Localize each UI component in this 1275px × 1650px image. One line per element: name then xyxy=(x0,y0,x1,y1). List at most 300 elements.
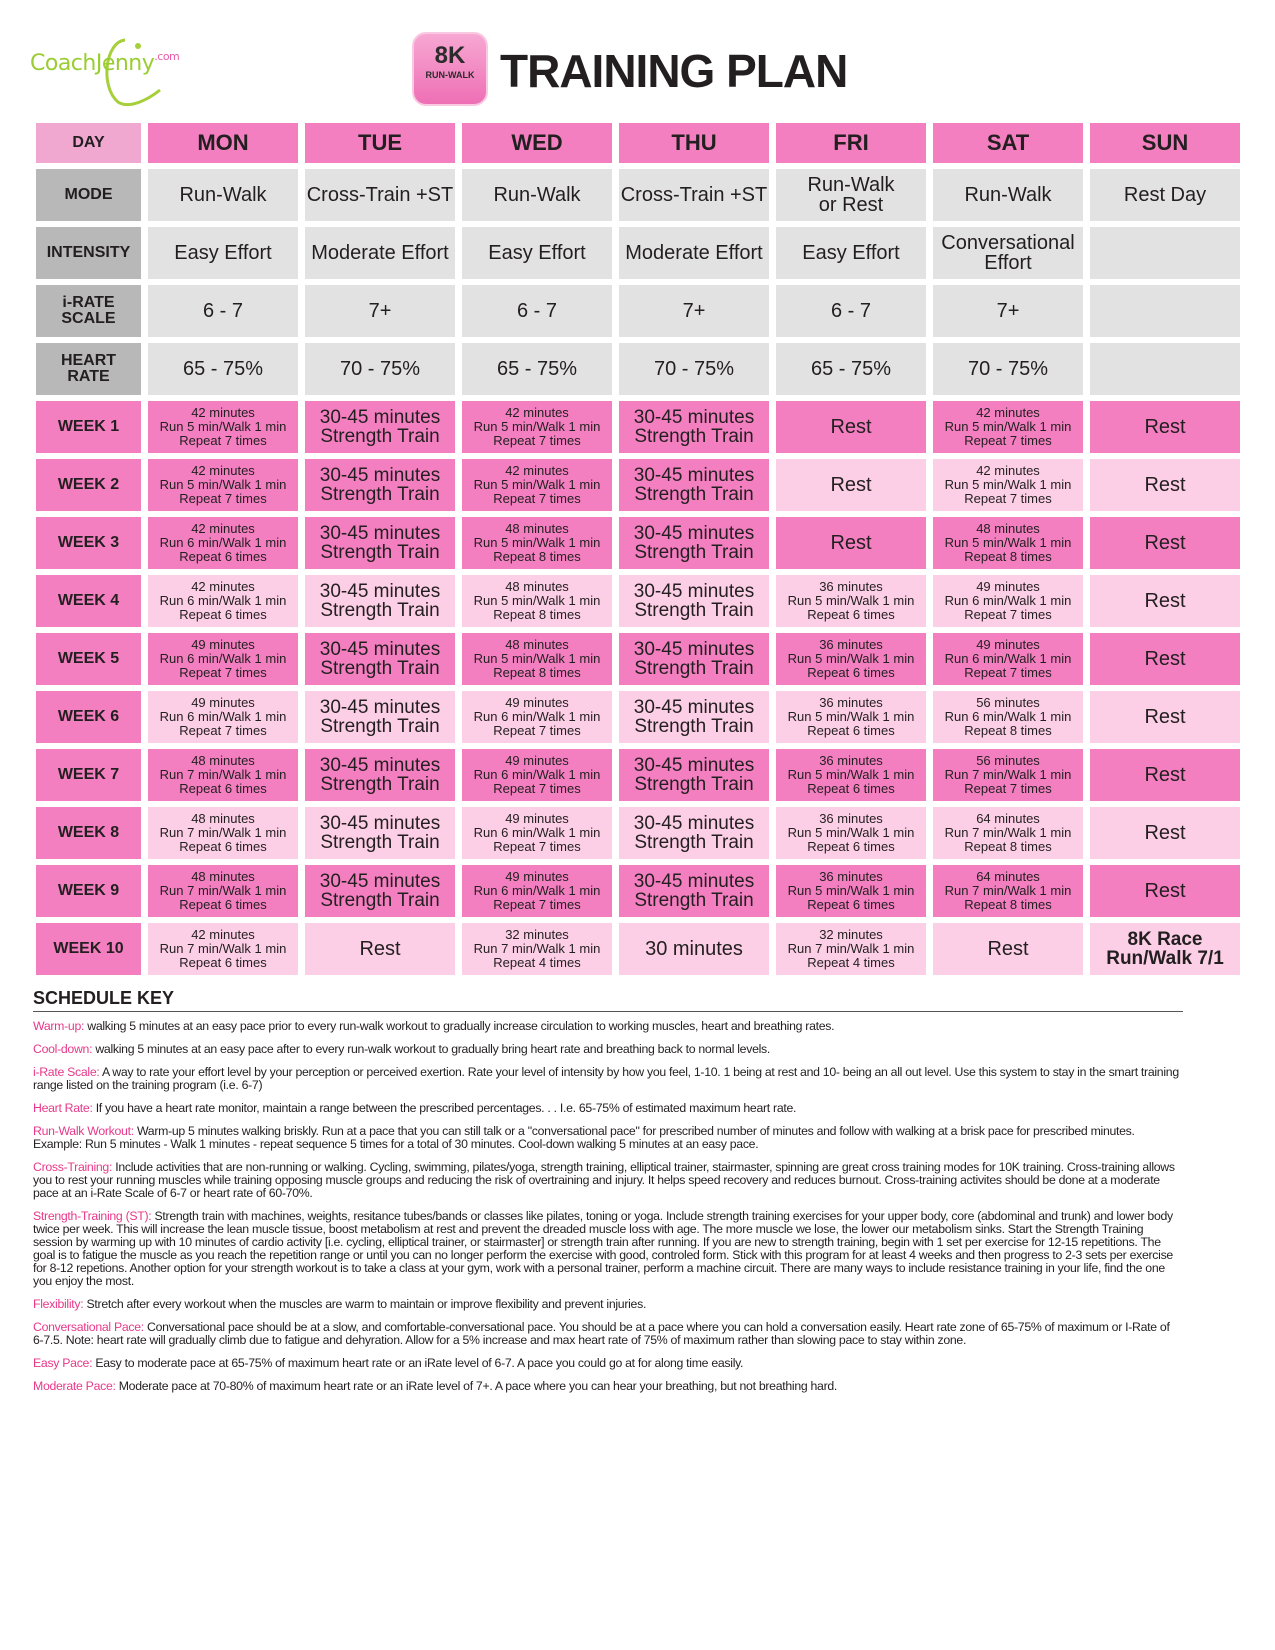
cell-line: HEART xyxy=(60,352,117,369)
cell-line: Rest xyxy=(1144,647,1186,670)
cell-line: Effort xyxy=(984,252,1032,274)
cell-line: Run 6 min/Walk 1 min xyxy=(473,709,601,724)
week-label: WEEK 2 xyxy=(36,459,141,511)
workout-cell xyxy=(305,807,455,859)
day-header-wed: WED xyxy=(462,123,612,163)
cell-line: Run 5 min/Walk 1 min xyxy=(944,535,1072,550)
workout-cell xyxy=(148,691,298,743)
cell-line: 42 minutes xyxy=(191,463,255,478)
cell-line: 56 minutes xyxy=(976,695,1040,710)
attribute-cell xyxy=(776,169,926,221)
day-header-mon: MON xyxy=(148,123,298,163)
week-row xyxy=(36,459,1240,511)
header-row xyxy=(36,123,1240,163)
workout-cell xyxy=(619,807,769,859)
key-description: Conversational pace should be at a slow, and comfortable-conversational pace. You should be at a pace where you can hold a conversation easily. Heart rate zone of 65-75% of maximum or I-Rate of 6-7.5. Note: heart rate will gradually climb due to fatigue and dehyration. Allow for a 5% increase and max heart rate of 75% of maximum rather than slowing pace to stay within zone. xyxy=(33,1320,1170,1347)
cell-line: 36 minutes xyxy=(819,695,883,710)
cell-line: 30-45 minutes xyxy=(633,755,755,776)
cell-line: Moderate Effort xyxy=(625,242,763,264)
cell-line: 42 minutes xyxy=(976,405,1040,420)
cell-line: Repeat 6 times xyxy=(179,839,267,854)
key-term: i-Rate Scale: xyxy=(33,1065,100,1079)
cell-line: 30-45 minutes xyxy=(319,755,441,776)
cell-line: Strength Train xyxy=(634,600,754,621)
cell-line: Repeat 6 times xyxy=(807,781,895,796)
cell-line: Run 5 min/Walk 1 min xyxy=(787,651,915,666)
key-term: Run-Walk Workout: xyxy=(33,1124,134,1138)
workout-cell xyxy=(305,691,455,743)
cell-line: Repeat 6 times xyxy=(179,607,267,622)
cell-line: 56 minutes xyxy=(976,753,1040,768)
workout-cell xyxy=(1090,807,1240,859)
cell-line: Repeat 6 times xyxy=(179,549,267,564)
week-label: WEEK 10 xyxy=(36,923,141,975)
cell-line: Run 6 min/Walk 1 min xyxy=(944,709,1072,724)
cell-line: Run 5 min/Walk 1 min xyxy=(473,535,601,550)
cell-line: 30-45 minutes xyxy=(633,871,755,892)
cell-line: Repeat 6 times xyxy=(179,781,267,796)
cell-line: Repeat 8 times xyxy=(493,607,581,622)
workout-cell xyxy=(933,807,1083,859)
week-row xyxy=(36,633,1240,685)
workout-cell xyxy=(148,633,298,685)
cell-line: Rest xyxy=(1144,415,1186,438)
attribute-cell xyxy=(148,169,298,221)
attribute-cell xyxy=(619,227,769,279)
schedule-key-item xyxy=(33,1102,1183,1115)
workout-cell xyxy=(619,923,769,975)
cell-line: Repeat 6 times xyxy=(807,897,895,912)
cell-line: Run-Walk xyxy=(179,184,267,206)
cell-line: 30 minutes xyxy=(645,937,743,960)
cell-line: 64 minutes xyxy=(976,869,1040,884)
cell-line: 30-45 minutes xyxy=(633,523,755,544)
cell-line: 48 minutes xyxy=(191,811,255,826)
cell-line: 7+ xyxy=(996,300,1020,322)
cell-line: Repeat 6 times xyxy=(807,723,895,738)
workout-cell xyxy=(305,749,455,801)
cell-line: 30-45 minutes xyxy=(319,813,441,834)
cell-line: 70 - 75% xyxy=(967,358,1049,380)
cell-line: Run 5 min/Walk 1 min xyxy=(944,419,1072,434)
key-description: Strength train with machines, weights, resitance tubes/bands or classes like pilates, toning or yoga. Include strength training exercises for your upper body, core (abdominal and trunk) and lower body twice per week. This will increase the lean muscle tissue, boost metabolism at rest and prevent the dreaded muscle loss with age. The more muscle we lose, the lower our metabolism sinks. Start the Strength Training session by warming up with 10 minutes of cardio activity [i.e. cycling, elliptical trainer, or stairmaster] or strength train after running. If you are new to strength training, begin with 1 set per exercise for 12-15 repetitions. The goal is to fatigue the muscle as you reach the repetition range or until you can no longer perform the exercise with good, controled form. Stick with this program for at least 4 weeks and then progress to 2-3 sets per exercise for 8-12 repetions. Another option for your strength workout is to take a class at your gym, work with a personal trainer, perform a machine circuit. There are many ways to include resistance training in your life, find the one you enjoy the most. xyxy=(33,1209,1173,1288)
cell-line: 48 minutes xyxy=(191,869,255,884)
cell-line: 30-45 minutes xyxy=(633,465,755,486)
workout-cell xyxy=(1090,691,1240,743)
attribute-cell xyxy=(619,169,769,221)
workout-cell xyxy=(619,459,769,511)
cell-line: Run 6 min/Walk 1 min xyxy=(944,593,1072,608)
cell-line: Run-Walk xyxy=(493,184,581,206)
key-term: Strength-Training (ST): xyxy=(33,1209,152,1223)
cell-line: 49 minutes xyxy=(505,695,569,710)
cell-line: Run 6 min/Walk 1 min xyxy=(159,535,287,550)
schedule-key-item xyxy=(33,1125,1183,1151)
cell-line: Repeat 7 times xyxy=(493,723,581,738)
cell-line: Run 5 min/Walk 1 min xyxy=(787,825,915,840)
cell-line: Strength Train xyxy=(634,716,754,737)
cell-line: Strength Train xyxy=(320,890,440,911)
cell-line: Rest xyxy=(359,937,401,960)
workout-cell xyxy=(776,633,926,685)
cell-line: Rest xyxy=(1144,821,1186,844)
cell-line: Rest Day xyxy=(1123,184,1207,206)
cell-line: Repeat 7 times xyxy=(493,433,581,448)
cell-line: Repeat 8 times xyxy=(964,723,1052,738)
cell-line: or Rest xyxy=(818,194,884,216)
attribute-cell xyxy=(148,285,298,337)
schedule-key xyxy=(33,988,1183,1403)
workout-cell xyxy=(933,923,1083,975)
attribute-label xyxy=(36,343,141,395)
cell-line: Repeat 6 times xyxy=(179,897,267,912)
cell-line: 42 minutes xyxy=(191,521,255,536)
workout-cell xyxy=(148,807,298,859)
cell-line: 30-45 minutes xyxy=(633,407,755,428)
key-description: If you have a heart rate monitor, maintain a range between the prescribed percentages. . . I.e. 65-75% of estimated maximum heart rate. xyxy=(92,1101,797,1115)
cell-line: 30-45 minutes xyxy=(319,581,441,602)
schedule-key-items xyxy=(33,1020,1183,1393)
workout-cell xyxy=(776,401,926,453)
workout-cell xyxy=(776,517,926,569)
cell-line: Run 6 min/Walk 1 min xyxy=(473,883,601,898)
key-term: Cool-down: xyxy=(33,1042,93,1056)
cell-line: 36 minutes xyxy=(819,579,883,594)
attribute-cell xyxy=(462,169,612,221)
key-description: Stretch after every workout when the muscles are warm to maintain or improve flexibility and prevent injuries. xyxy=(83,1297,647,1311)
schedule-key-item xyxy=(33,1357,1183,1370)
cell-line: 32 minutes xyxy=(505,927,569,942)
cell-line: Rest xyxy=(987,937,1029,960)
workout-cell xyxy=(619,749,769,801)
attribute-cell xyxy=(1090,343,1240,395)
schedule-key-item xyxy=(33,1043,1183,1056)
workout-cell xyxy=(148,459,298,511)
cell-line: Repeat 8 times xyxy=(964,549,1052,564)
cell-line: Run 5 min/Walk 1 min xyxy=(159,419,287,434)
week-row xyxy=(36,691,1240,743)
cell-line: Strength Train xyxy=(320,542,440,563)
cell-line: 48 minutes xyxy=(505,579,569,594)
cell-line: Repeat 7 times xyxy=(964,665,1052,680)
cell-line: Moderate Effort xyxy=(311,242,449,264)
cell-line: Strength Train xyxy=(320,484,440,505)
cell-line: Easy Effort xyxy=(488,242,586,264)
cell-line: Run 6 min/Walk 1 min xyxy=(473,825,601,840)
week-label: WEEK 4 xyxy=(36,575,141,627)
cell-line: Repeat 8 times xyxy=(964,897,1052,912)
attribute-cell xyxy=(148,343,298,395)
workout-cell xyxy=(148,865,298,917)
cell-line: 49 minutes xyxy=(505,753,569,768)
cell-line: Run 6 min/Walk 1 min xyxy=(159,593,287,608)
badge-subtitle: RUN-WALK xyxy=(425,70,475,80)
key-term: Conversational Pace: xyxy=(33,1320,144,1334)
workout-cell xyxy=(776,575,926,627)
cell-line: Run 5 min/Walk 1 min xyxy=(473,419,601,434)
cell-line: Run 5 min/Walk 1 min xyxy=(944,477,1072,492)
cell-line: 48 minutes xyxy=(976,521,1040,536)
workout-cell xyxy=(776,865,926,917)
cell-line: 42 minutes xyxy=(191,927,255,942)
key-description: Include activities that are non-running or walking. Cycling, swimming, pilates/yoga, strength training, elliptical trainer, stairmaster, spinning are great cross training modes for 10K training. Cross-training allows you to rest your running muscles while training opposing muscle groups and reducing the risk of overtraining and injury. It helps speed recovery and reduces burnout. Cross-training activites should be done at a moderate pace at an i-Rate Scale of 6-7 or heart rate of 60-70%. xyxy=(33,1160,1175,1200)
week-label: WEEK 7 xyxy=(36,749,141,801)
cell-line: 36 minutes xyxy=(819,753,883,768)
cell-line: 49 minutes xyxy=(191,637,255,652)
workout-cell xyxy=(148,401,298,453)
cell-line: 49 minutes xyxy=(976,637,1040,652)
key-term: Warm-up: xyxy=(33,1019,85,1033)
cell-line: Repeat 4 times xyxy=(807,955,895,970)
cell-line: Run 6 min/Walk 1 min xyxy=(944,651,1072,666)
attribute-cell xyxy=(462,343,612,395)
cell-line: 30-45 minutes xyxy=(319,465,441,486)
schedule-key-item xyxy=(33,1321,1183,1347)
workout-cell xyxy=(305,575,455,627)
day-header-thu: THU xyxy=(619,123,769,163)
workout-cell xyxy=(305,633,455,685)
cell-line: Easy Effort xyxy=(802,242,900,264)
cell-line: 30-45 minutes xyxy=(319,871,441,892)
cell-line: 36 minutes xyxy=(819,811,883,826)
workout-cell xyxy=(462,807,612,859)
cell-line: Repeat 8 times xyxy=(964,839,1052,854)
attribute-cell xyxy=(305,227,455,279)
cell-line: Run 5 min/Walk 1 min xyxy=(473,477,601,492)
week-label: WEEK 9 xyxy=(36,865,141,917)
workout-cell xyxy=(619,401,769,453)
week-label: WEEK 5 xyxy=(36,633,141,685)
cell-line: Run 7 min/Walk 1 min xyxy=(159,941,287,956)
cell-line: Run 7 min/Walk 1 min xyxy=(159,767,287,782)
cell-line: 64 minutes xyxy=(976,811,1040,826)
attribute-cell xyxy=(776,343,926,395)
cell-line: 49 minutes xyxy=(191,695,255,710)
attribute-label xyxy=(36,227,141,279)
cell-line: Repeat 4 times xyxy=(493,955,581,970)
cell-line: Cross-Train +ST xyxy=(620,184,768,206)
workout-cell xyxy=(462,575,612,627)
workout-cell xyxy=(1090,575,1240,627)
workout-cell xyxy=(305,517,455,569)
cell-line: 7+ xyxy=(682,300,706,322)
badge-distance: 8K xyxy=(434,42,466,69)
cell-line: Run 7 min/Walk 1 min xyxy=(473,941,601,956)
week-row xyxy=(36,807,1240,859)
cell-line: Strength Train xyxy=(320,774,440,795)
cell-line: 49 minutes xyxy=(505,869,569,884)
week-label: WEEK 6 xyxy=(36,691,141,743)
week-row xyxy=(36,401,1240,453)
cell-line: 70 - 75% xyxy=(339,358,421,380)
day-header-tue: TUE xyxy=(305,123,455,163)
key-description: Warm-up 5 minutes walking briskly. Run at a pace that you can still talk or a "conversational pace" for prescribed number of minutes and follow with walking at a brisk pace for prescribed minutes. Example: Run 5 minutes - Walk 1 minutes - repeat sequence 5 times for a total of 30 minutes. Cool-down walking 5 minutes at an easy pace. xyxy=(33,1124,1135,1151)
cell-line: i-RATE xyxy=(62,294,115,311)
cell-line: Run 7 min/Walk 1 min xyxy=(944,883,1072,898)
logo-wordmark: CoachJenny xyxy=(30,51,155,76)
workout-cell xyxy=(462,923,612,975)
cell-line: 42 minutes xyxy=(191,405,255,420)
cell-line: 30-45 minutes xyxy=(633,639,755,660)
cell-line: RATE xyxy=(67,368,110,385)
cell-line: 48 minutes xyxy=(505,637,569,652)
attribute-cell xyxy=(305,285,455,337)
cell-line: 65 - 75% xyxy=(496,358,578,380)
workout-cell xyxy=(776,691,926,743)
cell-line: Rest xyxy=(830,531,872,554)
key-term: Flexibility: xyxy=(33,1297,84,1311)
key-term: Heart Rate: xyxy=(33,1101,93,1115)
cell-line: Strength Train xyxy=(634,890,754,911)
cell-line: SCALE xyxy=(61,310,116,327)
cell-line: Strength Train xyxy=(320,658,440,679)
key-description: Moderate pace at 70-80% of maximum heart rate or an iRate level of 7+. A pace where you can hear your breathing, but not breathing hard. xyxy=(115,1379,838,1393)
attribute-cell xyxy=(933,285,1083,337)
workout-cell xyxy=(776,749,926,801)
cell-line: Run 6 min/Walk 1 min xyxy=(473,767,601,782)
workout-cell xyxy=(619,865,769,917)
attribute-row xyxy=(36,227,1240,279)
cell-line: Run 5 min/Walk 1 min xyxy=(473,593,601,608)
workout-cell xyxy=(462,749,612,801)
attribute-cell xyxy=(619,285,769,337)
attribute-cell xyxy=(619,343,769,395)
cell-line: Repeat 8 times xyxy=(493,549,581,564)
schedule-key-item xyxy=(33,1298,1183,1311)
cell-line: Run 7 min/Walk 1 min xyxy=(787,941,915,956)
workout-cell xyxy=(933,401,1083,453)
workout-cell xyxy=(462,691,612,743)
cell-line: 49 minutes xyxy=(976,579,1040,594)
attribute-cell xyxy=(933,343,1083,395)
cell-line: 30-45 minutes xyxy=(633,697,755,718)
cell-line: 42 minutes xyxy=(976,463,1040,478)
workout-cell xyxy=(619,691,769,743)
cell-line: Repeat 7 times xyxy=(493,897,581,912)
cell-line: 36 minutes xyxy=(819,637,883,652)
cell-line: 6 - 7 xyxy=(830,300,872,322)
cell-line: 36 minutes xyxy=(819,869,883,884)
cell-line: 6 - 7 xyxy=(516,300,558,322)
training-plan-body xyxy=(36,123,1240,975)
cell-line: Strength Train xyxy=(634,542,754,563)
page-title: TRAINING PLAN xyxy=(500,45,848,97)
cell-line: 30-45 minutes xyxy=(319,697,441,718)
attribute-cell xyxy=(305,343,455,395)
cell-line: Repeat 7 times xyxy=(964,781,1052,796)
cell-line: Rest xyxy=(1144,589,1186,612)
cell-line: 48 minutes xyxy=(191,753,255,768)
day-header-sun: SUN xyxy=(1090,123,1240,163)
cell-line: Run 7 min/Walk 1 min xyxy=(159,883,287,898)
attribute-row xyxy=(36,169,1240,221)
workout-cell xyxy=(619,517,769,569)
cell-line: 8K Race xyxy=(1127,929,1203,950)
cell-line: Easy Effort xyxy=(174,242,272,264)
cell-line: Run 5 min/Walk 1 min xyxy=(787,883,915,898)
cell-line: Run 5 min/Walk 1 min xyxy=(159,477,287,492)
workout-cell xyxy=(462,865,612,917)
cell-line: Run 5 min/Walk 1 min xyxy=(473,651,601,666)
workout-cell xyxy=(1090,401,1240,453)
cell-line: Run 7 min/Walk 1 min xyxy=(159,825,287,840)
cell-line: 32 minutes xyxy=(819,927,883,942)
attribute-label xyxy=(36,169,141,221)
key-term: Cross-Training: xyxy=(33,1160,113,1174)
week-row xyxy=(36,517,1240,569)
cell-line: Run 7 min/Walk 1 min xyxy=(944,767,1072,782)
cell-line: Rest xyxy=(830,415,872,438)
cell-line: Strength Train xyxy=(320,832,440,853)
attribute-cell xyxy=(305,169,455,221)
workout-cell xyxy=(776,807,926,859)
attribute-row xyxy=(36,285,1240,337)
cell-line: Rest xyxy=(1144,473,1186,496)
cell-line: Conversational xyxy=(941,232,1075,254)
attribute-row xyxy=(36,343,1240,395)
key-term: Easy Pace: xyxy=(33,1356,93,1370)
cell-line: Rest xyxy=(830,473,872,496)
cell-line: Run 5 min/Walk 1 min xyxy=(787,767,915,782)
cell-line: 30-45 minutes xyxy=(633,581,755,602)
attribute-cell xyxy=(462,227,612,279)
workout-cell xyxy=(148,749,298,801)
cell-line: Rest xyxy=(1144,705,1186,728)
workout-cell xyxy=(462,517,612,569)
attribute-label xyxy=(36,285,141,337)
cell-line: Cross-Train +ST xyxy=(306,184,454,206)
cell-line: Strength Train xyxy=(320,426,440,447)
workout-cell xyxy=(619,633,769,685)
key-description: A way to rate your effort level by your perception or perceived exertion. Rate your level of intensity by how you feel, 1-10. 1 being at rest and 10- being an all out level. Use this system to stay in the smart training range listed on the training program (i.e. 6-7) xyxy=(33,1065,1179,1092)
cell-line: INTENSITY xyxy=(46,244,131,261)
cell-line: MODE xyxy=(64,186,113,203)
week-label: WEEK 8 xyxy=(36,807,141,859)
workout-cell xyxy=(776,459,926,511)
cell-line: Repeat 6 times xyxy=(807,665,895,680)
attribute-cell xyxy=(776,227,926,279)
coachjenny-logo xyxy=(30,32,210,112)
week-row xyxy=(36,923,1240,975)
cell-line: Repeat 7 times xyxy=(493,781,581,796)
workout-cell xyxy=(462,459,612,511)
cell-line: Rest xyxy=(1144,531,1186,554)
workout-cell xyxy=(1090,459,1240,511)
schedule-key-item xyxy=(33,1210,1183,1288)
cell-line: 7+ xyxy=(368,300,392,322)
workout-cell xyxy=(933,459,1083,511)
cell-line: Run 5 min/Walk 1 min xyxy=(787,709,915,724)
cell-line: Repeat 7 times xyxy=(493,839,581,854)
workout-cell xyxy=(305,459,455,511)
workout-cell xyxy=(305,865,455,917)
workout-cell xyxy=(933,633,1083,685)
cell-line: 49 minutes xyxy=(505,811,569,826)
cell-line: Repeat 7 times xyxy=(493,491,581,506)
workout-cell xyxy=(305,923,455,975)
attribute-cell xyxy=(933,169,1083,221)
8k-badge xyxy=(412,32,488,106)
logo-domain: .com xyxy=(154,50,180,63)
cell-line: 42 minutes xyxy=(505,463,569,478)
workout-cell xyxy=(933,517,1083,569)
cell-line: 6 - 7 xyxy=(202,300,244,322)
cell-line: Rest xyxy=(1144,763,1186,786)
key-description: Easy to moderate pace at 65-75% of maximum heart rate or an iRate level of 6-7. A pace you could go at for along time easily. xyxy=(92,1356,744,1370)
workout-cell xyxy=(148,923,298,975)
attribute-cell xyxy=(933,227,1083,279)
cell-line: Repeat 6 times xyxy=(807,607,895,622)
